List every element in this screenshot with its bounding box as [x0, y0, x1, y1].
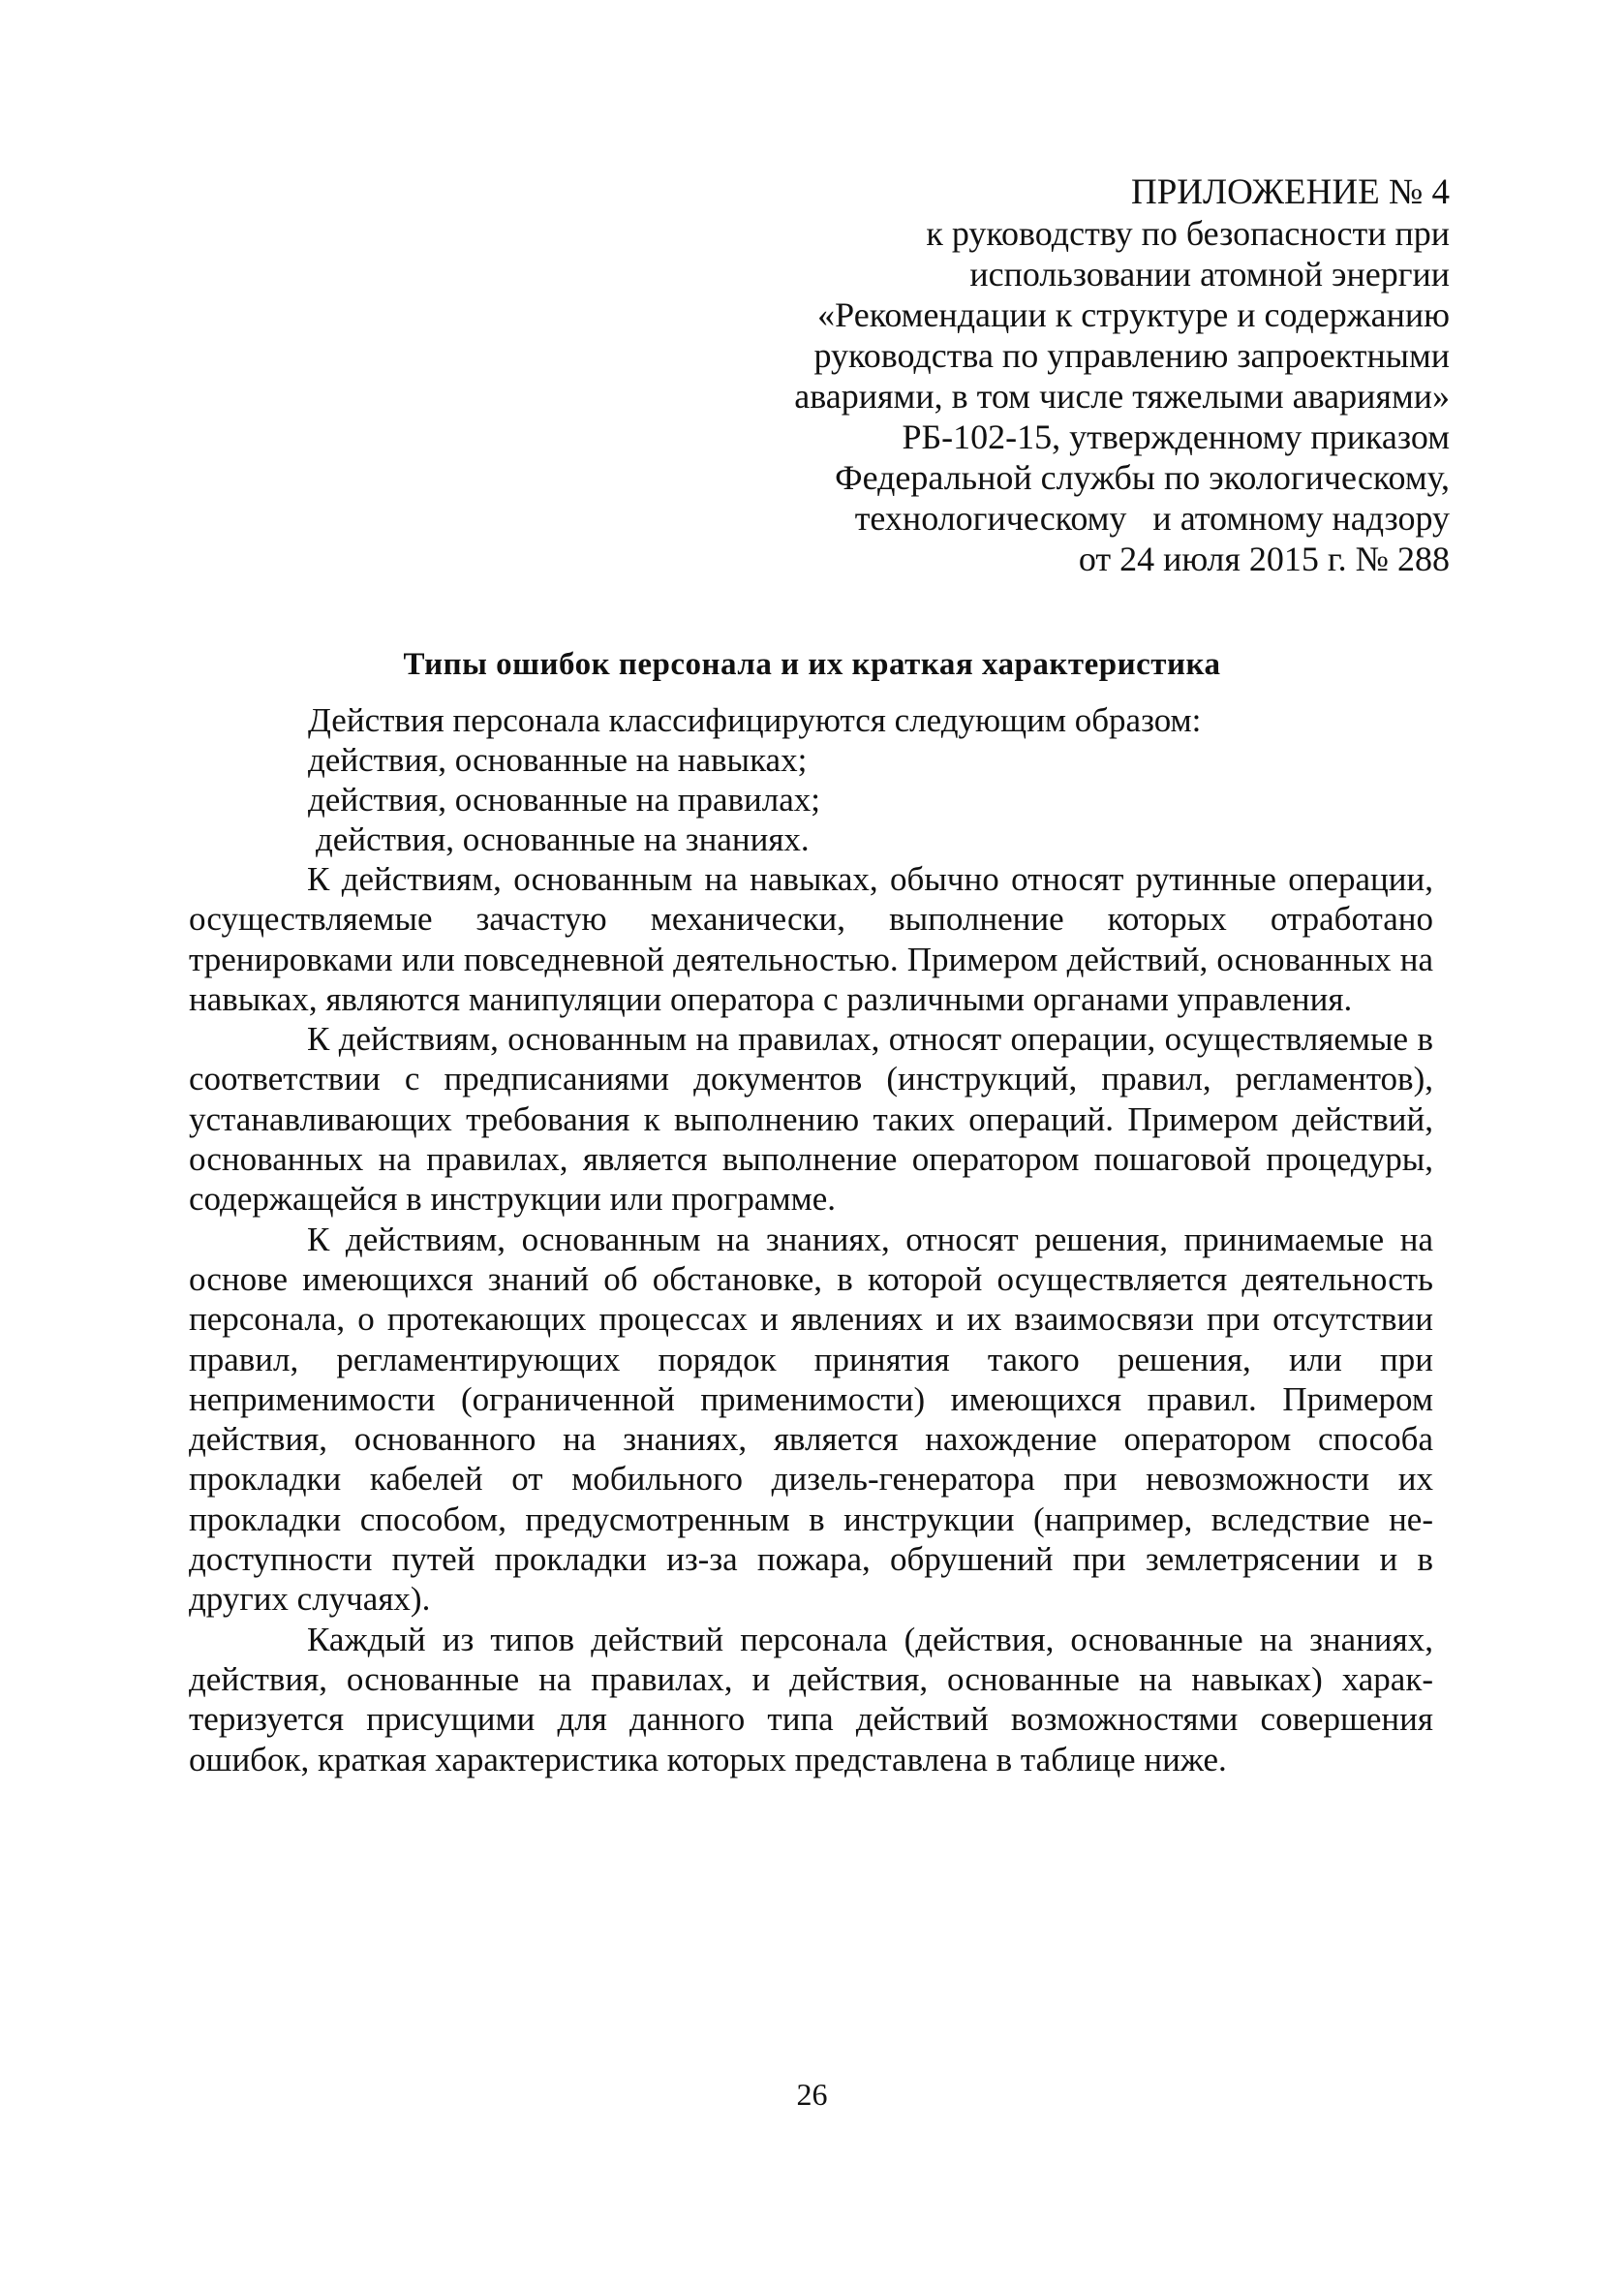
appendix-line: от 24 июля 2015 г. № 288 — [1078, 540, 1450, 578]
section-heading: Типы ошибок персонала и их краткая характеристика — [403, 647, 1221, 682]
appendix-line: авариями, в том числе тяжелыми авариями» — [794, 377, 1450, 416]
appendix-line: технологическому и атомному надзору — [854, 499, 1450, 538]
appendix-line: руководства по управлению запроектными — [813, 336, 1450, 375]
list-item: действия, основанные на правилах; — [308, 781, 821, 819]
paragraph-summary: Каждый из типов действий персонала (действия, основанные на знаниях, действия, основанные на правилах, и действия, основанные на навыках) характеризуется присущими для данного типа действий возможностями совершения ошибок, краткая характеристика которых представлена в таблице ниже. — [189, 1620, 1433, 1778]
list-item: действия, основанные на навыках; — [308, 741, 808, 779]
appendix-line: использовании атомной энергии — [969, 255, 1450, 294]
appendix-line: РБ-102-15, утвержденному приказом — [902, 417, 1450, 456]
page-number: 26 — [796, 2077, 828, 2112]
list-item: действия, основанные на знаниях. — [316, 820, 810, 858]
body-text — [189, 859, 1433, 1779]
appendix-title: ПРИЛОЖЕНИЕ № 4 — [1130, 172, 1450, 212]
appendix-block — [578, 172, 1450, 579]
paragraph-skills: К действиям, основанным на навыках, обычно относят рутинные операции, осуществляемые зачастую механически, выполнение которых отработано тренировками или повседневной деятельностью. Примером действий, основанных на навыках, являются манипуляции оператора с различными органами управления. — [189, 860, 1433, 1018]
appendix-line: к руководству по безопасности при — [926, 214, 1450, 253]
list-intro: Действия персонала классифицируются следующим образом: — [308, 701, 1202, 739]
appendix-line: «Рекомендации к структуре и содержанию — [817, 295, 1450, 334]
paragraph-rules: К действиям, основанным на правилах, относят операции, осуществляемые в соответствии с предписаниями документов (инструкций, правил, регламентов), устанавливающих требования к выполнению таких операций. Примером действий, основанных на правилах, является выполнение оператором пошаговой процедуры, содержащейся в инструкции или программе. — [189, 1020, 1433, 1219]
paragraph-knowledge: К действиям, основанным на знаниях, относят решения, принимаемые на основе имеющихся знаний об обстановке, в которой осуществляется деятельность персонала, о протекающих процессах и явлениях и их взаимосвязи при отсутствии правил, регламентирующих порядок принятия такого решения, или при неприменимости (ограниченной применимости) имеющихся правил. Примером действия, основанного на знаниях, является нахождение оператором способа прокладки кабелей от мобильного дизель-генератора при невозможности их прокладки способом, предусмотренным в инструкции (например, вследствие недоступности путей прокладки из-за пожара, обрушений при землетрясении и в других случаях). — [189, 1220, 1433, 1619]
classification-list — [308, 700, 1201, 859]
appendix-line: Федеральной службы по экологическому, — [835, 458, 1450, 497]
